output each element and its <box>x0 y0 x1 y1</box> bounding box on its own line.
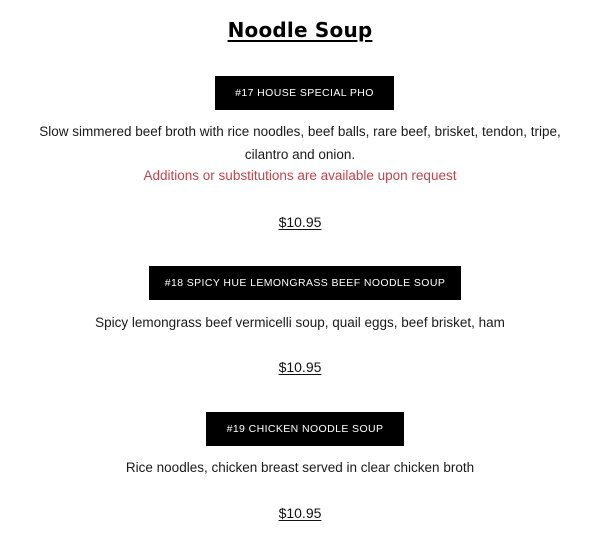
menu-item-description: Rice noodles, chicken breast served in clear chicken broth <box>125 460 475 475</box>
menu-item-label: #18 SPICY HUE LEMONGRASS BEEF NOODLE SOUP <box>149 266 461 300</box>
menu-item-description: Spicy lemongrass beef vermicelli soup, quail eggs, beef brisket, ham <box>95 315 505 330</box>
menu-item-price: $10.95 <box>278 214 322 230</box>
menu-item-price: $10.95 <box>278 359 322 375</box>
menu-item-label: #17 HOUSE SPECIAL PHO <box>215 76 394 110</box>
section-title: Noodle Soup <box>227 18 373 42</box>
menu-item-label: #19 CHICKEN NOODLE SOUP <box>206 412 404 446</box>
menu-item-description: Slow simmered beef broth with rice noodles, beef balls, rare beef, brisket, tendon, tripe, cilantro and onion. <box>39 124 561 162</box>
menu-item-note: Additions or substitutions are available upon request <box>143 168 457 183</box>
menu-item-price: $10.95 <box>278 505 322 521</box>
